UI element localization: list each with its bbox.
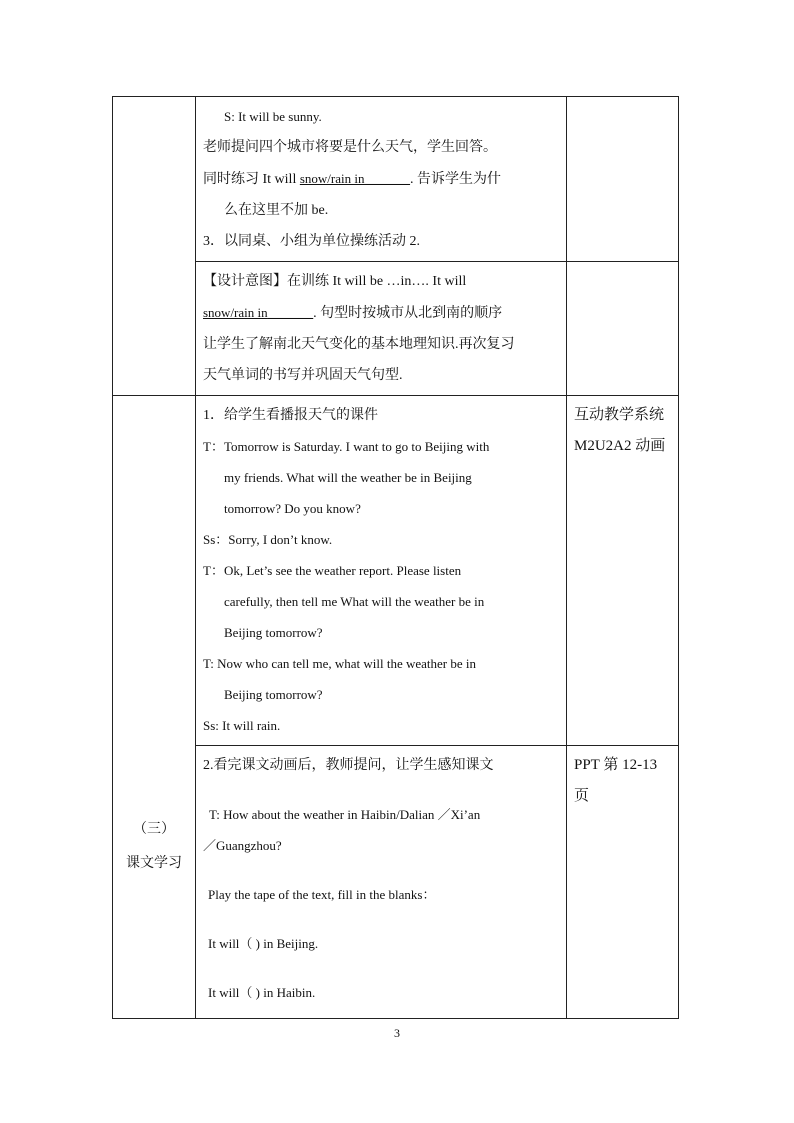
question-line: T: How about the weather in Haibin/Dalian ／Xi’an — [209, 807, 481, 822]
fill-blank-line: It will（ ) in Beijing. — [208, 936, 319, 951]
dialogue-line: my friends. What will the weather be in Beijing — [224, 470, 472, 485]
table-row — [113, 746, 679, 1019]
resource-cell — [567, 746, 679, 1019]
resource-cell — [567, 396, 679, 746]
design-intent-cell — [196, 262, 567, 396]
lesson-plan-table — [112, 96, 679, 1019]
design-intent-line-2 — [203, 297, 559, 329]
dialogue-line: tomorrow? Do you know? — [224, 501, 361, 516]
practice-blank: _______ — [364, 171, 410, 186]
dialogue-line: Beijing tomorrow? — [224, 687, 323, 702]
stage-cell-empty — [113, 97, 196, 396]
design-text: . 句型时按城市从北到南的顺序 — [313, 306, 503, 321]
dialogue-line: carefully, then tell me What will the weather be in — [224, 594, 485, 609]
teacher-question-text: 老师提问四个城市将要是什么天气，学生回答。 — [203, 140, 497, 155]
design-pattern: snow/rain in — [203, 305, 268, 320]
resource-text: PPT 第 12-13 页 — [574, 757, 658, 804]
resource-text: 互动教学系统 M2U2A2 动画 — [574, 407, 666, 454]
practice-explain-cont: 么在这里不加 be. — [224, 203, 329, 218]
pair-practice-text: 3．以同桌、小组为单位操练活动 2. — [203, 234, 420, 249]
resource-cell-empty — [567, 262, 679, 396]
design-intent-line-1: 【设计意图】在训练 It will be …in…. It will — [203, 274, 467, 289]
stage-cell — [113, 396, 196, 1019]
activity-item-2: 2.看完课文动画后，教师提问，让学生感知课文 — [203, 758, 494, 773]
task-instruction: Play the tape of the text, fill in the blanks： — [208, 887, 436, 902]
activity-cell — [196, 396, 567, 746]
resource-cell-empty — [567, 97, 679, 262]
table-row — [113, 262, 679, 396]
stage-label — [113, 533, 195, 881]
stage-number: （三） — [133, 822, 175, 837]
page-number: 3 — [394, 1026, 400, 1040]
table-row — [113, 396, 679, 746]
design-intent-line-3: 让学生了解南北天气变化的基本地理知识.再次复习 — [203, 337, 515, 352]
activity-cell — [196, 746, 567, 1019]
practice-explain: . 告诉学生为什 — [409, 172, 501, 187]
dialogue-line: T：Ok, Let’s see the weather report. Please listen — [203, 563, 462, 578]
dialogue-line: Ss: It will rain. — [203, 718, 281, 733]
question-line: ／Guangzhou? — [203, 838, 282, 853]
dialogue-line: Beijing tomorrow? — [224, 625, 323, 640]
fill-blank-line: It will（ ) in Haibin. — [208, 985, 316, 1000]
dialogue-line: T：Tomorrow is Saturday. I want to go to Beijing with — [203, 439, 490, 454]
practice-pattern: snow/rain in — [299, 171, 365, 186]
practice-line — [203, 163, 559, 195]
activity-item-1: 1．给学生看播报天气的课件 — [203, 408, 378, 423]
dialogue-line: Ss：Sorry, I don’t know. — [203, 532, 333, 547]
table-row — [113, 97, 679, 262]
stage-name: 课文学习 — [126, 856, 182, 871]
student-answer: S: It will be sunny. — [224, 109, 322, 124]
design-intent-line-4: 天气单词的书写并巩固天气句型. — [203, 368, 403, 383]
dialogue-line: T: Now who can tell me, what will the weather be in — [203, 656, 476, 671]
design-blank: _______ — [267, 305, 314, 320]
activity-cell — [196, 97, 567, 262]
practice-text: 同时练习 It will — [203, 172, 300, 187]
